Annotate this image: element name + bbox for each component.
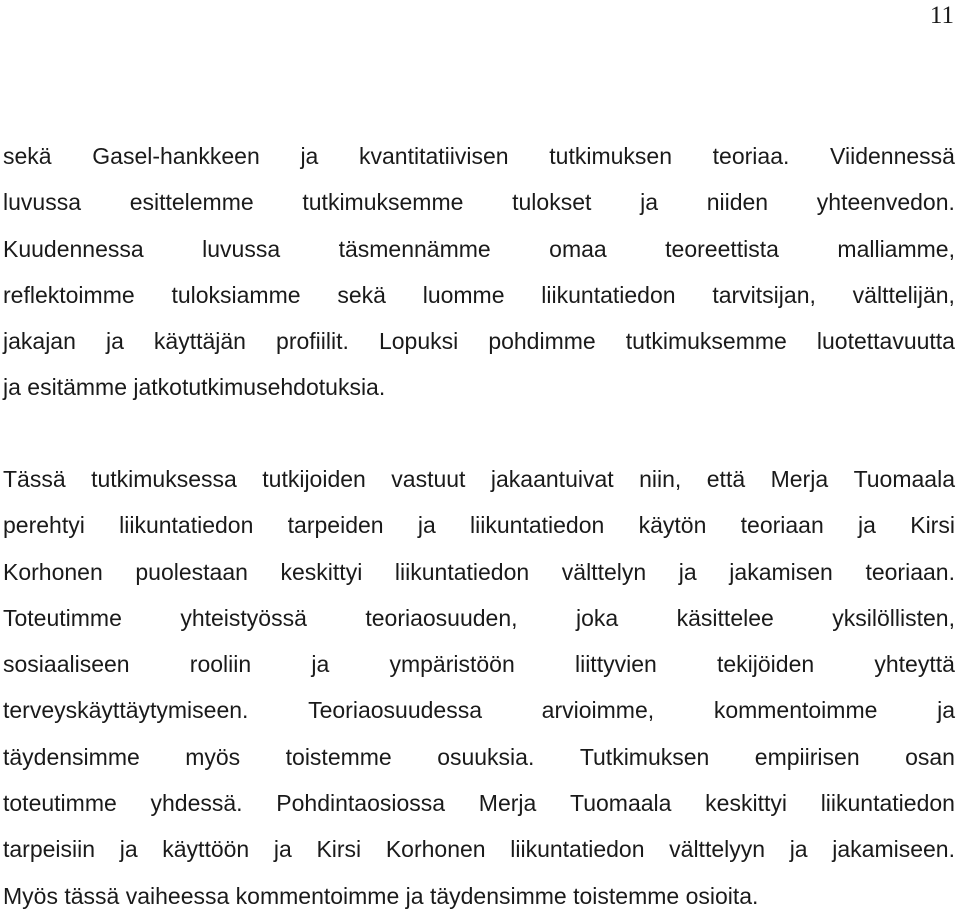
word: Merja [478, 790, 537, 817]
word: Kuudennessa [3, 235, 144, 262]
word: yhteyttä [874, 651, 955, 678]
word: jakaantuivat [490, 466, 614, 492]
word: ja [858, 512, 876, 539]
word: tutkimuksessa [91, 466, 237, 492]
word: välttelyyn [669, 836, 766, 863]
text-line [3, 549, 955, 595]
word: teoriaan. [865, 558, 955, 585]
text-line [3, 780, 955, 826]
word: reflektoimme [3, 281, 135, 308]
word: niin, [639, 466, 682, 492]
word: ja [300, 143, 319, 169]
word: malliamme, [837, 235, 955, 262]
word: terveyskäyttäytymiseen. [3, 697, 249, 724]
word: liikuntatiedon [820, 790, 955, 817]
word: pohdimme [488, 328, 596, 355]
word: käsittelee [676, 604, 774, 631]
word: käyttäjän [153, 328, 246, 355]
word: sekä [337, 281, 386, 308]
word: jakajan [3, 328, 76, 355]
word: Teoriaosuudessa [308, 697, 482, 724]
word: Tuomaala [570, 790, 672, 817]
word: puolestaan [135, 558, 248, 585]
word: tutkimuksen [549, 143, 672, 169]
word: ympäristöön [389, 651, 515, 678]
word: Lopuksi [378, 328, 459, 355]
word: vastuut [391, 466, 466, 492]
word: liikuntatiedon [119, 512, 254, 539]
text-line: Myös tässä vaiheessa kommentoimme ja täydensimme toistemme osioita. [3, 882, 759, 909]
word: Tässä [3, 466, 66, 492]
text-line [3, 179, 955, 225]
paragraph-2 [3, 456, 955, 919]
word: luvussa [202, 235, 281, 262]
word: ja [273, 836, 292, 863]
word: Korhonen [3, 558, 103, 585]
word: teoreettista [665, 235, 779, 262]
word: yhteistyössä [180, 604, 307, 631]
word: osan [905, 743, 955, 770]
word: arvioimme, [541, 697, 655, 724]
text-line [3, 133, 955, 179]
word: Kirsi [910, 512, 955, 539]
text-line [3, 318, 955, 364]
word: Tuomaala [853, 466, 955, 492]
word: kvantitatiivisen [359, 143, 509, 169]
word: osuuksia. [437, 743, 535, 770]
word: empiirisen [754, 743, 860, 770]
word: ja [311, 651, 330, 678]
word: Toteutimme [3, 604, 122, 631]
text-line [3, 272, 955, 318]
word: tarpeiden [287, 512, 384, 539]
word: tarvitsijan, [712, 281, 816, 308]
word: Merja [770, 466, 829, 492]
word: keskittyi [280, 558, 363, 585]
text-line [3, 641, 955, 687]
word: yhteenvedon. [816, 189, 955, 216]
word: profiilit. [276, 328, 349, 355]
word: ja [119, 836, 138, 863]
word: toistemme [285, 743, 392, 770]
word: liikuntatiedon [510, 836, 645, 863]
paragraph-1 [3, 133, 955, 411]
word: keskittyi [705, 790, 787, 817]
word: liikuntatiedon [394, 558, 530, 585]
page-number: 11 [929, 2, 954, 29]
word: jakamiseen. [832, 836, 955, 863]
word: liittyvien [574, 651, 657, 678]
word: esittelemme [129, 189, 254, 216]
word: ja [105, 328, 124, 355]
word: käyttöön [162, 836, 250, 863]
word: että [706, 466, 746, 492]
word: sekä [3, 143, 52, 169]
word: tutkijoiden [262, 466, 366, 492]
word: täydensimme [3, 743, 140, 770]
text-line [3, 826, 955, 872]
word: tutkimuksemme [302, 189, 464, 216]
word: välttelijän, [852, 281, 955, 308]
word: välttelyn [561, 558, 647, 585]
word: yksilöllisten, [832, 604, 955, 631]
word: Kirsi [316, 836, 362, 863]
word: yhdessä. [150, 790, 243, 817]
word: teoriaan [740, 512, 824, 539]
word: tutkimuksemme [625, 328, 787, 355]
word: Tutkimuksen [579, 743, 710, 770]
word: myös [185, 743, 241, 770]
word: tarpeisiin [3, 836, 96, 863]
word: tekijöiden [716, 651, 815, 678]
text-line: ja esitämme jatkotutkimusehdotuksia. [3, 374, 386, 401]
text-line [3, 456, 955, 502]
word: jakamisen [729, 558, 833, 585]
word: luvussa [3, 189, 81, 216]
word: Viidennessä [830, 143, 955, 169]
word: liikuntatiedon [541, 281, 676, 308]
word: ja [789, 836, 808, 863]
word: sosiaaliseen [3, 651, 130, 678]
word: liikuntatiedon [470, 512, 605, 539]
word: joka [575, 604, 619, 631]
text-line [3, 734, 955, 780]
text-line [3, 595, 955, 641]
word: kommentoimme [713, 697, 878, 724]
word: tulokset [512, 189, 592, 216]
word: teoriaosuuden, [365, 604, 518, 631]
word: ja [678, 558, 697, 585]
word: täsmennämme [338, 235, 491, 262]
text-line [3, 226, 955, 272]
word: omaa [549, 235, 607, 262]
text-line [3, 502, 955, 548]
word: Gasel-hankkeen [92, 143, 260, 169]
word: luomme [422, 281, 505, 308]
word: tuloksiamme [171, 281, 301, 308]
word: toteutimme [3, 790, 117, 817]
word: ja [937, 697, 955, 724]
word: teoriaa. [712, 143, 790, 169]
word: luotettavuutta [816, 328, 955, 355]
text-line [3, 687, 955, 733]
word: ja [640, 189, 658, 216]
word: rooliin [189, 651, 252, 678]
word: niiden [706, 189, 769, 216]
word: Pohdintaosiossa [276, 790, 446, 817]
word: perehtyi [3, 512, 85, 539]
word: käytön [638, 512, 707, 539]
word: ja [417, 512, 436, 539]
word: Korhonen [385, 836, 486, 863]
